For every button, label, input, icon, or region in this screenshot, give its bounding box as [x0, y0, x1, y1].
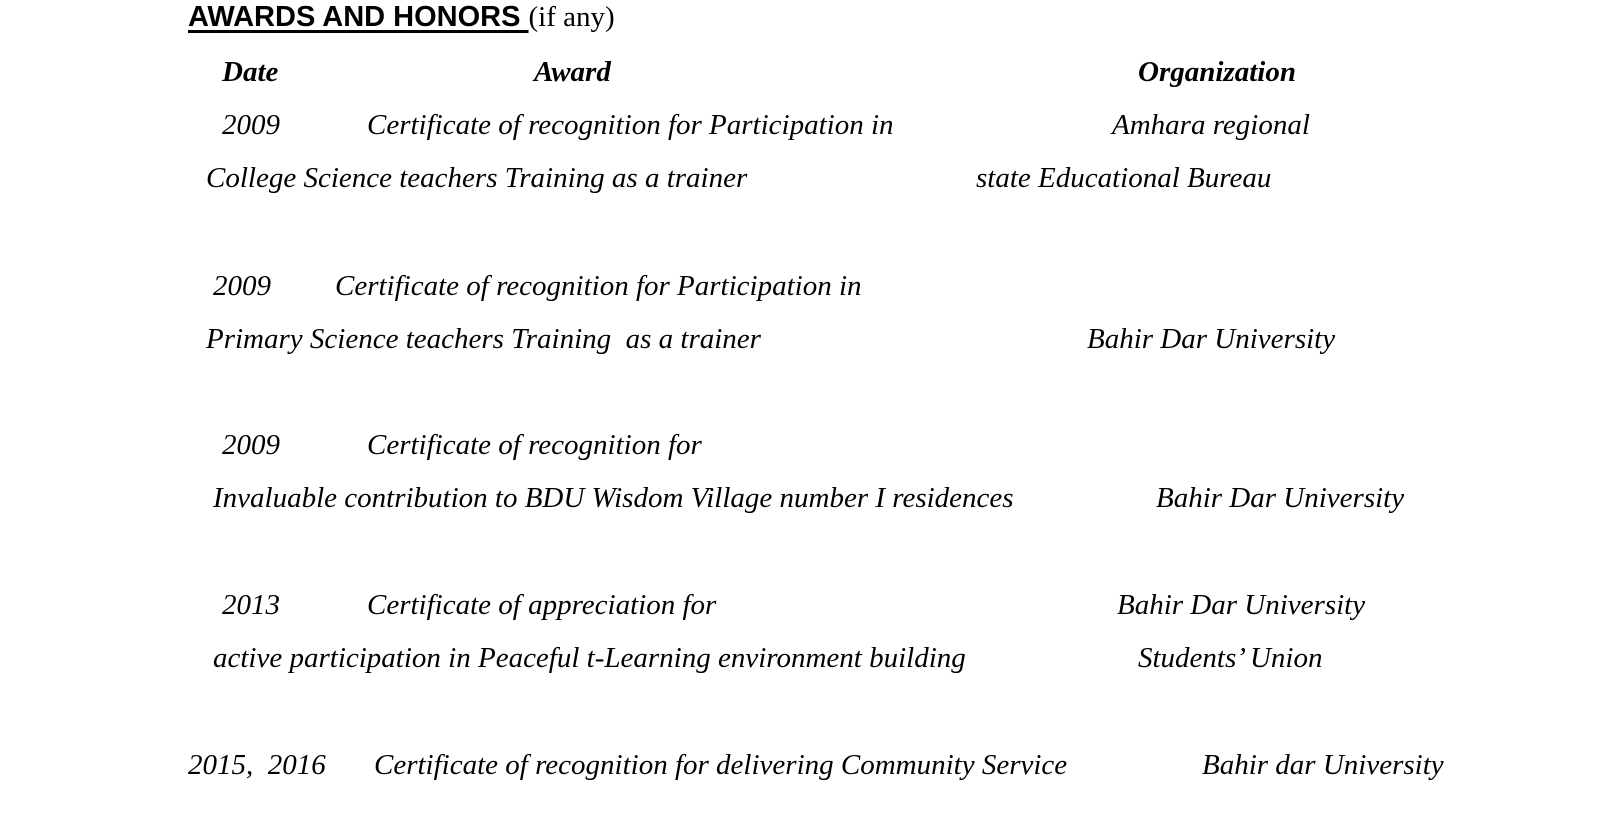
column-header-organization: Organization — [1138, 56, 1296, 88]
award-title-line1: Certificate of recognition for Participation in — [367, 109, 894, 141]
award-title-line2: College Science teachers Training as a trainer — [206, 162, 748, 194]
award-title-line2: Invaluable contribution to BDU Wisdom Village number I residences — [213, 482, 1014, 514]
award-organization-line1: Bahir Dar University — [1087, 323, 1336, 355]
column-header-award: Award — [534, 56, 611, 88]
award-organization-line2: Students’ Union — [1138, 642, 1323, 674]
award-organization-line1: Bahir dar University — [1202, 749, 1444, 781]
award-organization-line1: Bahir Dar University — [1156, 482, 1405, 514]
section-subtitle: (if any) — [528, 1, 615, 33]
award-title-line1: Certificate of recognition for — [367, 429, 702, 461]
award-organization-line2: state Educational Bureau — [976, 162, 1272, 194]
award-title-line2: active participation in Peaceful t-Learning environment building — [213, 642, 966, 674]
award-organization-line1: Bahir Dar University — [1117, 589, 1366, 621]
award-organization-line1: Amhara regional — [1112, 109, 1310, 141]
award-title-line1: Certificate of recognition for Participation in — [335, 270, 862, 302]
award-date: 2009 — [213, 270, 271, 302]
award-date: 2013 — [222, 589, 280, 621]
award-date: 2015, 2016 — [188, 749, 326, 781]
award-date: 2009 — [222, 429, 280, 461]
section-heading — [188, 0, 615, 34]
award-title-line2: Primary Science teachers Training as a trainer — [206, 323, 761, 355]
award-date: 2009 — [222, 109, 280, 141]
award-title-line1: Certificate of recognition for delivering Community Service — [374, 749, 1068, 781]
section-title: AWARDS AND HONORS — [188, 1, 529, 33]
award-title-line1: Certificate of appreciation for — [367, 589, 717, 621]
column-header-date: Date — [222, 56, 279, 88]
